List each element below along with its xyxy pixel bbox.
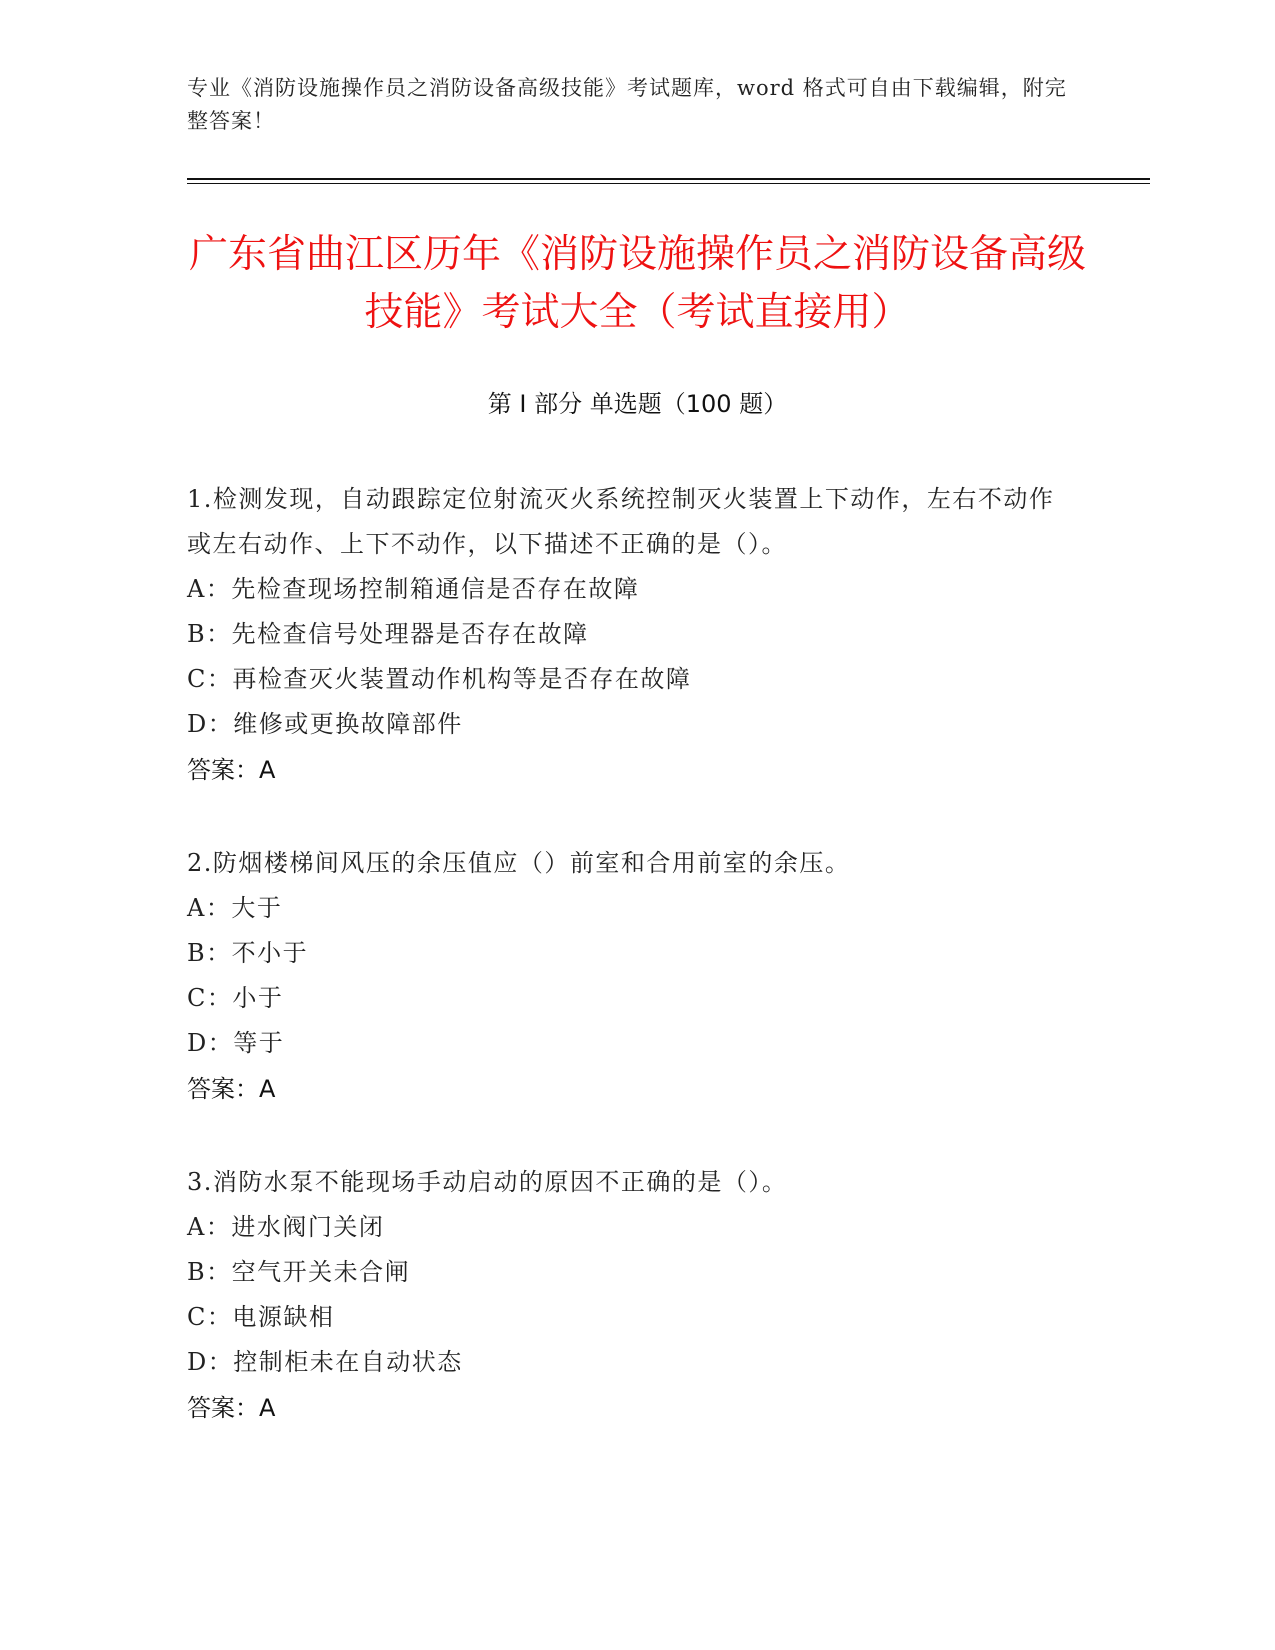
question-1 bbox=[187, 477, 1067, 793]
section-title: 第 I 部分 单选题（100 题） bbox=[487, 390, 788, 418]
question-list bbox=[187, 477, 1067, 1479]
question-stem: 3.消防水泵不能现场手动启动的原因不正确的是（）。 bbox=[187, 1168, 788, 1196]
answer: 答案：A bbox=[187, 1394, 276, 1422]
option-a: A：大于 bbox=[187, 894, 283, 922]
option-b: B：空气开关未合闸 bbox=[187, 1258, 411, 1286]
question-2 bbox=[187, 841, 1067, 1112]
header-divider-thin bbox=[187, 183, 1150, 184]
option-d: D：控制柜未在自动状态 bbox=[187, 1348, 463, 1376]
option-c: C：小于 bbox=[187, 984, 284, 1012]
option-c: C：再检查灭火装置动作机构等是否存在故障 bbox=[187, 665, 692, 693]
option-c: C：电源缺相 bbox=[187, 1303, 335, 1331]
option-d: D：维修或更换故障部件 bbox=[187, 710, 463, 738]
option-b: B：先检查信号处理器是否存在故障 bbox=[187, 620, 589, 648]
option-b: B：不小于 bbox=[187, 939, 309, 967]
document-title: 广东省曲江区历年《消防设施操作员之消防设备高级技能》考试大全（考试直接用） bbox=[188, 232, 1086, 335]
answer: 答案：A bbox=[187, 756, 276, 784]
answer: 答案：A bbox=[187, 1075, 276, 1103]
option-a: A：进水阀门关闭 bbox=[187, 1213, 385, 1241]
option-d: D：等于 bbox=[187, 1029, 285, 1057]
question-stem: 2.防烟楼梯间风压的余压值应（）前室和合用前室的余压。 bbox=[187, 849, 851, 877]
question-stem: 1.检测发现，自动跟踪定位射流灭火系统控制灭火装置上下动作，左右不动作或左右动作、上下不动作，以下描述不正确的是（）。 bbox=[187, 485, 1055, 558]
header-note: 专业《消防设施操作员之消防设备高级技能》考试题库，word 格式可自由下载编辑，附完整答案！ bbox=[187, 76, 1067, 133]
header-divider-thick bbox=[187, 178, 1150, 180]
question-3 bbox=[187, 1160, 1067, 1431]
option-a: A：先检查现场控制箱通信是否存在故障 bbox=[187, 575, 640, 603]
